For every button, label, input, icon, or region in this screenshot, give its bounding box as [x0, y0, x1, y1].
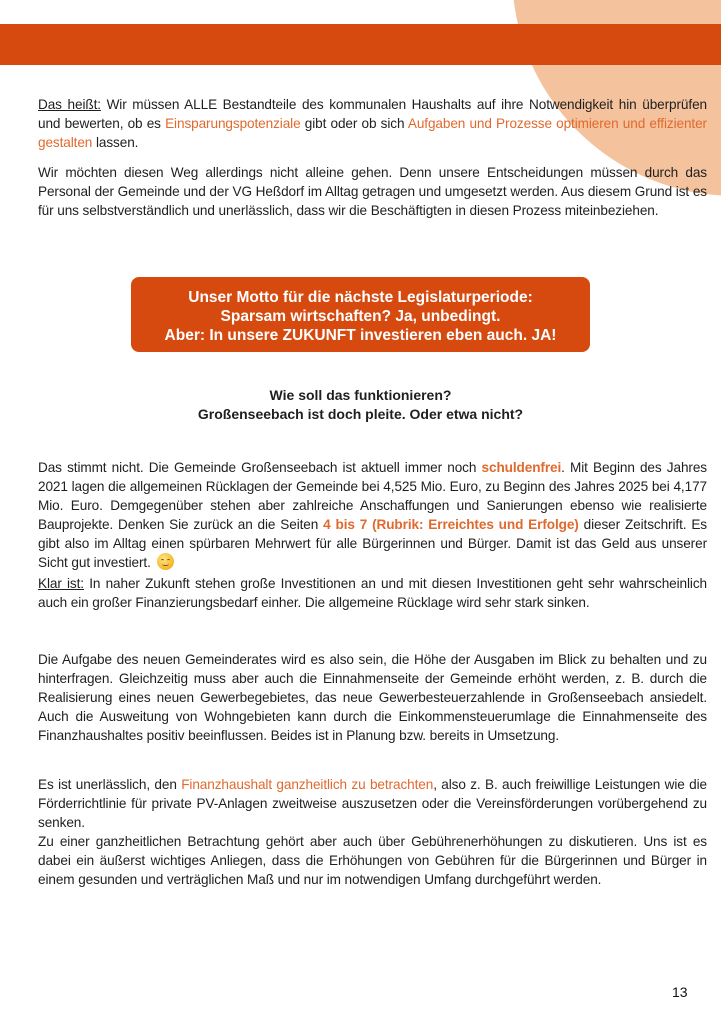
motto-line-1: Unser Motto für die nächste Legislaturperiode: — [188, 289, 533, 306]
page-number: 13 — [672, 984, 688, 1000]
paragraph-gebuehren: Zu einer ganzheitlichen Betrachtung gehört aber auch über Gebührenerhöhungen zu diskutieren. Uns ist es dabei ein äußerst wichtiges Anliegen, dass die Erhöhungen von Gebühren für die Bürgerinnen und Bürger in einem gesunden und verträglichen Maß und nur im notwendigen Umfang durchgeführt werden. — [38, 834, 707, 887]
section-heading — [0, 386, 721, 424]
highlight-finanzhaushalt: Finanzhaushalt ganzheitlich zu betrachten — [181, 777, 434, 792]
heading-line-1: Wie soll das funktionieren? — [269, 387, 452, 403]
paragraph-intro: Das heißt: Wir müssen ALLE Bestandteile des kommunalen Haushalts auf ihre Notwendigkeit hin überprüfen und bewerten, ob es Einsparungspotenziale gibt oder ob sich Aufgaben und Prozesse optimieren und effizienter gestalten lassen. — [38, 97, 707, 150]
paragraph-klar-ist: Klar ist: In naher Zukunft stehen große Investitionen an und mit diesen Investitionen geht sehr wahrscheinlich auch ein großer Finanzierungsbedarf einher. Die allgemeine Rücklage wird sehr stark sinken. — [38, 576, 707, 610]
highlight-schuldenfrei: schuldenfrei — [481, 460, 562, 475]
heading-line-2: Großenseebach ist doch pleite. Oder etwa nicht? — [197, 406, 524, 422]
paragraph-personal: Wir möchten diesen Weg allerdings nicht alleine gehen. Denn unsere Entscheidungen müssen durch das Personal der Gemeinde und der VG Heßdorf im Alltag getragen und umgesetzt werden. Aus diesem Grund ist es für uns selbstverständlich und unerlässlich, dass wir die Beschäftigten in diesen Prozess miteinbeziehen. — [38, 165, 707, 218]
paragraph-gemeinderat: Die Aufgabe des neuen Gemeinderates wird es also sein, die Höhe der Ausgaben im Blick zu behalten und zu hinterfragen. Gleichzeitig muss aber auch die Einnahmenseite der Gemeinde erhöht werden, z. B. durch die Realisierung eines neuen Gewerbegebietes, das neue Gewerbesteuerzahlende in Großenseebach ansiedelt. Auch die Ausweitung von Wohngebieten kann durch die Einkommensteuerumlage die Einnahmenseite des Finanzhaushaltes positiv beeinflussen. Beides ist in Planung bzw. bereits in Umsetzung. — [38, 652, 707, 743]
highlight-einsparungspotenziale: Einsparungspotenziale — [165, 116, 301, 131]
smiling-face-icon — [157, 553, 174, 570]
motto-box — [131, 277, 590, 352]
motto-line-2: Sparsam wirtschaften? Ja, unbedingt. — [220, 308, 501, 325]
paragraph-schuldenfrei: Das stimmt nicht. Die Gemeinde Großenseebach ist aktuell immer noch schuldenfrei. Mit Beginn des Jahres 2021 lagen die allgemeinen Rücklagen der Gemeinde bei 4,525 Mio. Euro, zu Beginn des Jahres 2025 bei 4,177 Mio. Euro. Demgegenüber stehen aber zahlreiche Anschaffungen und Sanierungen ebenso wie realisierte Bauprojekte. Denken Sie zurück an die Seiten 4 bis 7 (Rubrik: Erreichtes und Erfolge) dieser Zeitschrift. Es gibt also im Alltag einen spürbaren Mehrwert für alle Bürgerinnen und Bürger. Damit ist das Geld aus unserer Sicht gut investiert. — [38, 460, 707, 570]
highlight-aufgaben-prozesse: Aufgaben und Prozesse optimieren und effizienter gestalten — [38, 116, 707, 150]
header-bar — [0, 24, 721, 65]
label-das-heisst: Das heißt: — [38, 97, 101, 112]
highlight-seiten-4-bis-7: 4 bis 7 (Rubrik: Erreichtes und Erfolge) — [323, 517, 579, 532]
motto-line-3: Aber: In unsere ZUKUNFT investieren eben auch. JA! — [164, 327, 557, 344]
paragraph-finanzhaushalt: Es ist unerlässlich, den Finanzhaushalt ganzheitlich zu betrachten, also z. B. auch freiwillige Leistungen wie die Förderrichtlinie für private PV-Anlagen zweitweise auszusetzen oder die Vereinsförderungen vorübergehend zu senken. — [38, 777, 707, 830]
label-klar-ist: Klar ist: — [38, 576, 84, 591]
